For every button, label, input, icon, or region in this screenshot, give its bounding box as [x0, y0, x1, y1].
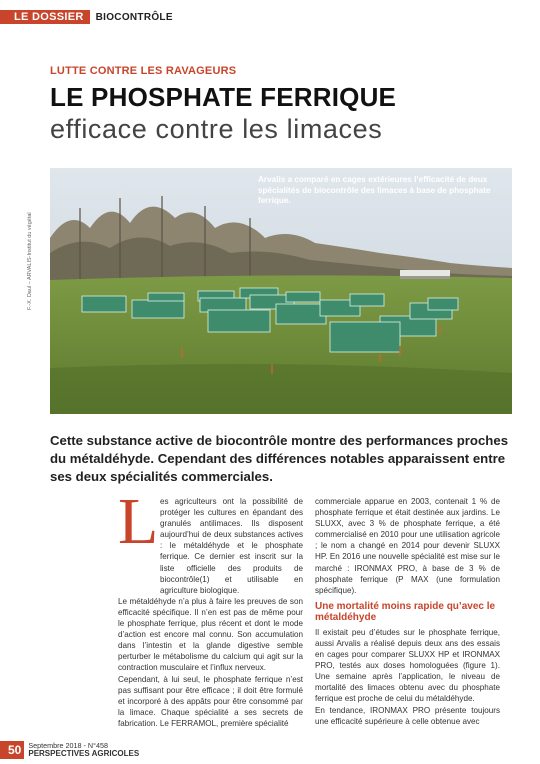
- body-paragraph: Cependant, à lui seul, le phosphate ferrique n’est pas suffisant pour être efficace ; il doit être formulé et incorporé à des appâts pour être consommé par la limace. Chaque spécialité a ses secrets de fabrication. Le FERRAMOL, première spécialité: [118, 674, 303, 728]
- article-kicker: LUTTE CONTRE LES RAVAGEURS: [50, 65, 237, 77]
- article-lead: Cette substance active de biocontrôle montre des performances proches du métaldéhyde. Cependant des différences notables apparaissent entre ses deux spécialités commerciales.: [50, 433, 509, 484]
- dropcap-letter: L: [118, 485, 159, 558]
- photo-credit: F.-X. Daul – ARVALIS-Institut du végétal: [27, 212, 33, 310]
- top-section-bar: [0, 10, 173, 24]
- issue-label: Septembre 2018 - N°458: [28, 741, 108, 750]
- article-title: LE PHOSPHATE FERRIQUE: [50, 82, 397, 112]
- photo-caption: Arvalis a comparé en cages extérieures l’efficacité de deux spécialités de biocontrôle des limaces à base de phosphate ferrique.: [258, 175, 491, 205]
- footer-info: [28, 742, 139, 758]
- body-paragraph: Il existait peu d’études sur le phosphate ferrique, aussi Arvalis a réalisé depuis deux ans des essais en cages pour comparer SLUXX HP et IRONMAX PRO, testés aux doses homologuées (figure 1). Une semaine après l’application, le niveau de mortalité des limaces obtenu avec du phosphate ferrique est proche de celui du métaldéhyde.: [315, 627, 500, 704]
- category-label: BIOCONTRÔLE: [95, 11, 173, 23]
- body-paragraph: es agriculteurs ont la possibilité de protéger les cultures en épandant des granulés antilimaces. Ils disposent aujourd’hui de deux substances actives : le métaldéhyde et le phosphate ferrique. Ce dernier est inscrit sur la liste officielle des produits de biocontrôle(1) et utilisable en agriculture biologique.: [160, 497, 303, 595]
- body-column-left: [118, 485, 303, 729]
- body-paragraph: Le métaldéhyde n’a plus à faire les preuves de son efficacité spécifique. Il n’en est pas de même pour le phosphate ferrique, plus récent et dont le mode d’action est encore mal connu. Son accumulation dans l’intestin et la glande digestive semble perturber le métabolisme du calcium qui agit sur la contraction musculaire et l’influx nerveux.: [118, 596, 303, 673]
- section-tag: LE DOSSIER: [0, 10, 90, 24]
- body-paragraph: En tendance, IRONMAX PRO présente toujours une efficacité supérieure à celle obtenue avec: [315, 705, 500, 726]
- article-subtitle: efficace contre les limaces: [50, 114, 383, 144]
- body-column-right: [315, 496, 500, 727]
- body-paragraph: commerciale apparue en 2003, contenait 1 % de phosphate ferrique et était destinée aux jardins. Le SLUXX, avec 3 % de phosphate ferrique, a été commercialisé en 2010 pour une utilisation agricole ; le nom a changé en 2014 pour devenir SLUXX HP. En 2016 une nouvelle spécialité est mise sur le marché : IRONMAX PRO, à base de 3 % de phosphate ferrique (P MAX (une formulation spécifique).: [315, 497, 500, 595]
- section-subheading: Une mortalité moins rapide qu’avec le métaldéhyde: [315, 600, 496, 624]
- page-number: 50: [0, 741, 24, 759]
- page-footer: [0, 740, 139, 760]
- magazine-name: PERSPECTIVES AGRICOLES: [28, 749, 140, 758]
